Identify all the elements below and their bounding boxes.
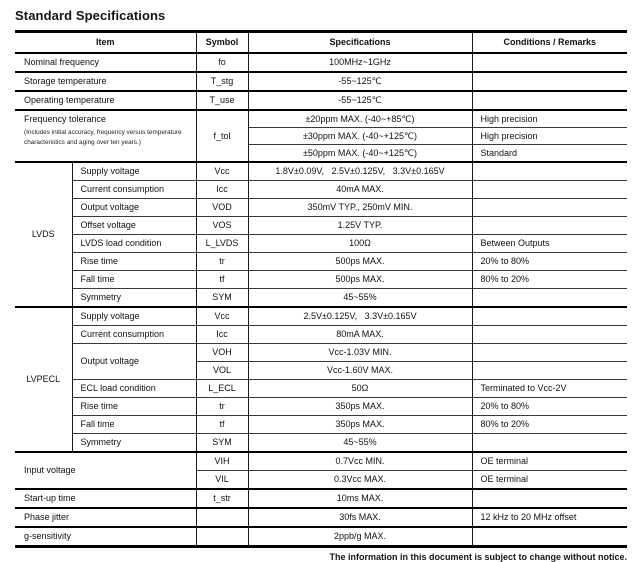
- table-row: [15, 380, 627, 398]
- symbol-cell: SYM: [196, 434, 248, 453]
- spec-cell: 100MHz~1GHz: [248, 53, 472, 72]
- table-row: [15, 271, 627, 289]
- col-header-specifications: Specifications: [248, 32, 472, 54]
- spec-cell: ±20ppm MAX. (-40~+85℃): [248, 110, 472, 128]
- cond-cell: OE terminal: [472, 452, 627, 471]
- spec-cell: 50Ω: [248, 380, 472, 398]
- cond-cell: [472, 217, 627, 235]
- datasheet-page: [0, 8, 636, 562]
- symbol-cell: Vcc: [196, 307, 248, 326]
- item-cell: Symmetry: [72, 289, 196, 308]
- spec-cell: 0.3Vcc MAX.: [248, 471, 472, 490]
- table-row: [15, 344, 627, 362]
- symbol-cell: f_tol: [196, 110, 248, 162]
- spec-cell: -55~125℃: [248, 91, 472, 110]
- cond-cell: High precision: [472, 110, 627, 128]
- spec-cell: Vcc-1.03V MIN.: [248, 344, 472, 362]
- standard-specifications-table: [15, 30, 627, 548]
- item-cell-frequency-tolerance: [15, 110, 196, 162]
- item-cell-storage-temperature: Storage temperature: [15, 72, 196, 91]
- spec-cell: 100Ω: [248, 235, 472, 253]
- spec-cell: 500ps MAX.: [248, 253, 472, 271]
- symbol-cell: VOL: [196, 362, 248, 380]
- item-cell: Rise time: [72, 253, 196, 271]
- cond-cell: 20% to 80%: [472, 398, 627, 416]
- table-row: [15, 235, 627, 253]
- item-cell: Fall time: [72, 271, 196, 289]
- symbol-cell: tf: [196, 416, 248, 434]
- item-cell: Rise time: [72, 398, 196, 416]
- table-row: [15, 452, 627, 471]
- cond-cell: Standard: [472, 145, 627, 163]
- table-row: [15, 527, 627, 547]
- spec-cell: 10ms MAX.: [248, 489, 472, 508]
- spec-cell: 2ppb/g MAX.: [248, 527, 472, 547]
- spec-cell: ±30ppm MAX. (-40~+125℃): [248, 128, 472, 145]
- table-row: [15, 199, 627, 217]
- table-row: [15, 162, 627, 181]
- table-row: [15, 307, 627, 326]
- symbol-cell: t_str: [196, 489, 248, 508]
- item-cell: Current consumption: [72, 326, 196, 344]
- symbol-cell: VOD: [196, 199, 248, 217]
- group-label-lvpecl: LVPECL: [15, 307, 72, 452]
- table-row: [15, 253, 627, 271]
- item-cell-phase-jitter: Phase jitter: [15, 508, 196, 527]
- symbol-cell: VIH: [196, 452, 248, 471]
- item-cell: LVDS load condition: [72, 235, 196, 253]
- cond-cell: [472, 326, 627, 344]
- cond-cell: [472, 527, 627, 547]
- cond-cell: Between Outputs: [472, 235, 627, 253]
- spec-cell: ±50ppm MAX. (-40~+125℃): [248, 145, 472, 163]
- table-row: [15, 181, 627, 199]
- frequency-tolerance-note: (Includes initial accuracy, frequency versus temperature characteristics and aging over ten years.): [24, 129, 182, 146]
- symbol-cell: VIL: [196, 471, 248, 490]
- spec-cell: 45~55%: [248, 434, 472, 453]
- cond-cell: [472, 72, 627, 91]
- cond-cell: [472, 181, 627, 199]
- col-header-symbol: Symbol: [196, 32, 248, 54]
- table-header-row: [15, 32, 627, 54]
- symbol-cell: L_ECL: [196, 380, 248, 398]
- spec-cell: 80mA MAX.: [248, 326, 472, 344]
- cond-cell: [472, 91, 627, 110]
- symbol-cell: T_stg: [196, 72, 248, 91]
- spec-cell: 350ps MAX.: [248, 398, 472, 416]
- item-cell: Supply voltage: [72, 307, 196, 326]
- table-row: [15, 508, 627, 527]
- item-cell-startup-time: Start-up time: [15, 489, 196, 508]
- cond-cell: [472, 362, 627, 380]
- item-cell: ECL load condition: [72, 380, 196, 398]
- item-cell: Symmetry: [72, 434, 196, 453]
- spec-cell: 350ps MAX.: [248, 416, 472, 434]
- cond-cell: [472, 344, 627, 362]
- item-cell: Fall time: [72, 416, 196, 434]
- table-row: [15, 217, 627, 235]
- spec-cell: 0.7Vcc MIN.: [248, 452, 472, 471]
- symbol-cell: tr: [196, 253, 248, 271]
- symbol-cell: Vcc: [196, 162, 248, 181]
- symbol-cell: VOH: [196, 344, 248, 362]
- table-row: [15, 434, 627, 453]
- cond-cell: [472, 289, 627, 308]
- item-cell: Current consumption: [72, 181, 196, 199]
- item-cell-operating-temperature: Operating temperature: [15, 91, 196, 110]
- cond-cell: 20% to 80%: [472, 253, 627, 271]
- cond-cell: Terminated to Vcc-2V: [472, 380, 627, 398]
- symbol-cell: tf: [196, 271, 248, 289]
- table-row: [15, 326, 627, 344]
- symbol-cell: tr: [196, 398, 248, 416]
- frequency-tolerance-label: Frequency tolerance: [24, 114, 107, 124]
- spec-cell: -55~125℃: [248, 72, 472, 91]
- spec-cell: 1.25V TYP.: [248, 217, 472, 235]
- item-cell: Offset voltage: [72, 217, 196, 235]
- cond-cell: 80% to 20%: [472, 416, 627, 434]
- item-cell-g-sensitivity: g-sensitivity: [15, 527, 196, 547]
- cond-cell: [472, 307, 627, 326]
- spec-cell: 45~55%: [248, 289, 472, 308]
- table-row: [15, 416, 627, 434]
- spec-cell: Vcc-1.60V MAX.: [248, 362, 472, 380]
- symbol-cell: L_LVDS: [196, 235, 248, 253]
- cond-cell: [472, 199, 627, 217]
- spec-cell: 40mA MAX.: [248, 181, 472, 199]
- cond-cell: 12 kHz to 20 MHz offset: [472, 508, 627, 527]
- table-row: [15, 72, 627, 91]
- table-row: [15, 289, 627, 308]
- footer-notice: The information in this document is subject to change without notice.: [329, 552, 627, 562]
- symbol-cell: [196, 508, 248, 527]
- cond-cell: [472, 53, 627, 72]
- symbol-cell: Icc: [196, 181, 248, 199]
- symbol-cell: [196, 527, 248, 547]
- group-label-lvds: LVDS: [15, 162, 72, 307]
- symbol-cell: Icc: [196, 326, 248, 344]
- cond-cell: High precision: [472, 128, 627, 145]
- spec-cell: 30fs MAX.: [248, 508, 472, 527]
- spec-cell: 500ps MAX.: [248, 271, 472, 289]
- item-cell-output-voltage: Output voltage: [72, 344, 196, 380]
- cond-cell: OE terminal: [472, 471, 627, 490]
- cond-cell: 80% to 20%: [472, 271, 627, 289]
- cond-cell: [472, 162, 627, 181]
- item-cell: Supply voltage: [72, 162, 196, 181]
- item-cell-input-voltage: Input voltage: [15, 452, 196, 489]
- page-title: Standard Specifications: [15, 8, 166, 23]
- cond-cell: [472, 434, 627, 453]
- table-row: [15, 91, 627, 110]
- symbol-cell: fo: [196, 53, 248, 72]
- spec-cell: 350mV TYP., 250mV MIN.: [248, 199, 472, 217]
- col-header-item: Item: [15, 32, 196, 54]
- col-header-conditions: Conditions / Remarks: [472, 32, 627, 54]
- item-cell: Output voltage: [72, 199, 196, 217]
- cond-cell: [472, 489, 627, 508]
- spec-cell: 1.8V±0.09V, 2.5V±0.125V, 3.3V±0.165V: [248, 162, 472, 181]
- table-row: [15, 398, 627, 416]
- table-row: [15, 110, 627, 128]
- table-row: [15, 53, 627, 72]
- symbol-cell: T_use: [196, 91, 248, 110]
- symbol-cell: SYM: [196, 289, 248, 308]
- spec-cell: 2.5V±0.125V, 3.3V±0.165V: [248, 307, 472, 326]
- table-row: [15, 489, 627, 508]
- item-cell-nominal-frequency: Nominal frequency: [15, 53, 196, 72]
- symbol-cell: VOS: [196, 217, 248, 235]
